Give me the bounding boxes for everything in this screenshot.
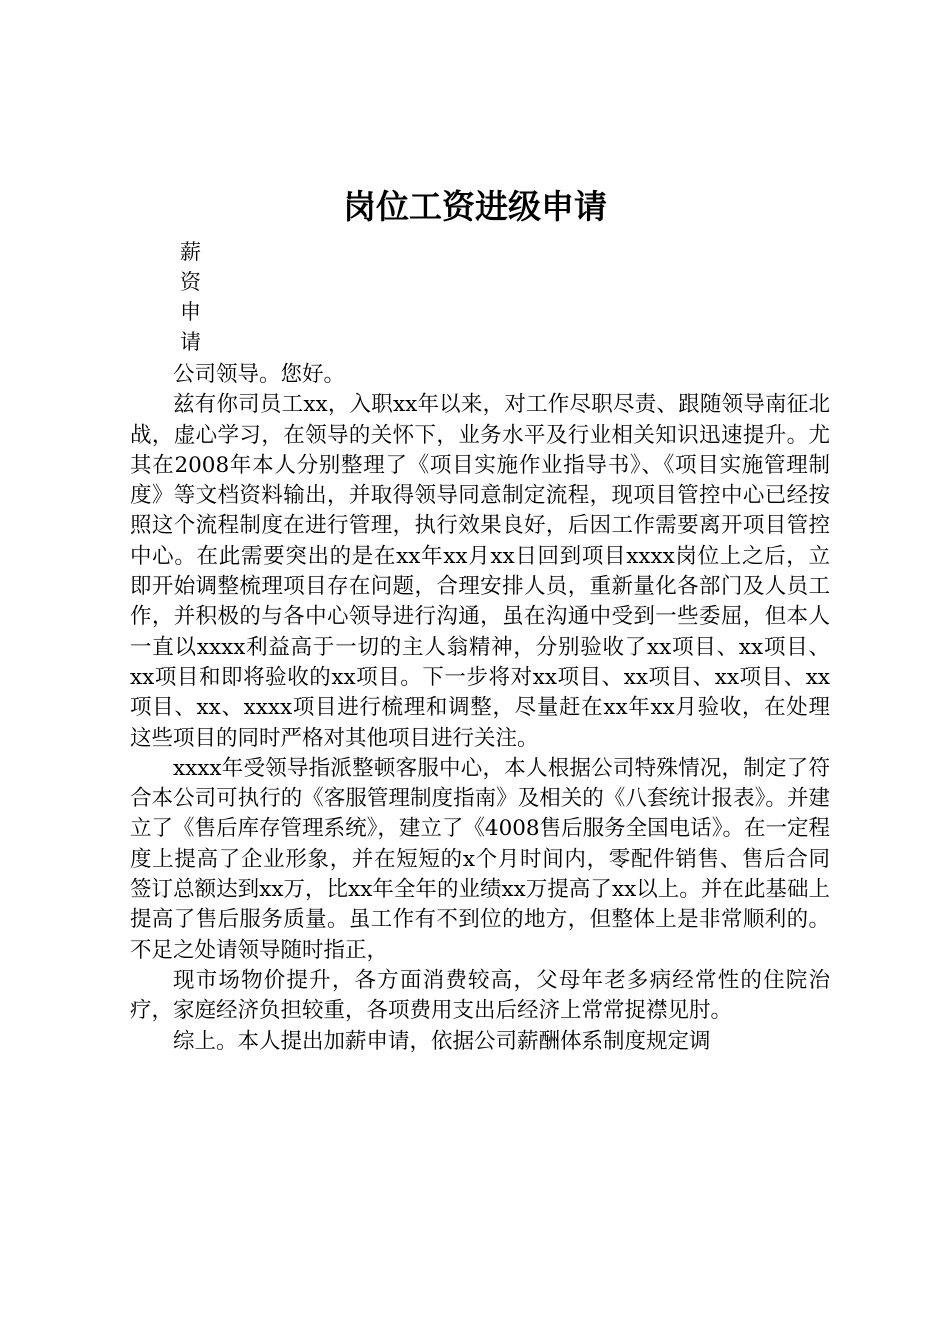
- subject-char: 资: [180, 270, 201, 294]
- body-paragraph: 兹有你司员工xx，入职xx年以来，对工作尽职尽责、跟随领导南征北战，虚心学习，在领导的关怀下，业务水平及行业相关知识迅速提升。尤其在2008年本人分别整理了《项目实施作业指导书》、《项目实施管理制度》等文档资料输出，并取得领导同意制定流程，现项目管控中心已经按照这个流程制度在进行管理，执行效果良好，后因工作需要离开项目管控中心。在此需要突出的是在xx年xx月xx日回到项目xxxx岗位上之后，立即开始调整梳理项目存在问题，合理安排人员，重新量化各部门及人员工作，并积极的与各中心领导进行沟通，虽在沟通中受到一些委屈，但本人一直以xxxx利益高于一切的主人翁精神，分别验收了xx项目、xx项目、xx项目和即将验收的xx项目。下一步将对xx项目、xx项目、xx项目、xx项目、xx、xxxx项目进行梳理和调整，尽量赶在xx年xx月验收，在处理这些项目的同时严格对其他项目进行关注。: [130, 392, 830, 751]
- document-body: [130, 360, 830, 1057]
- subject-char: 申: [180, 300, 201, 324]
- body-paragraph: 综上。本人提出加薪申请，依据公司薪酬体系制度规定调: [173, 1028, 711, 1054]
- body-paragraph: xxxx年受领导指派整顿客服中心，本人根据公司特殊情况，制定了符合本公司可执行的《客服管理制度指南》及相关的《八套统计报表》。并建立了《售后库存管理系统》，建立了《4008售后服务全国电话》。在一定程度上提高了企业形象，并在短短的x个月时间内，零配件销售、售后合同签订总额达到xx万，比xx年全年的业绩xx万提高了xx以上。并在此基础上提高了售后服务质量。虽工作有不到位的地方，但整体上是非常顺利的。不足之处请领导随时指正，: [130, 755, 830, 963]
- subject-char: 薪: [180, 240, 201, 264]
- document-title: 岗位工资进级申请: [343, 187, 607, 226]
- subject-char: 请: [180, 330, 201, 354]
- body-paragraph: 现市场物价提升，各方面消费较高，父母年老多病经常性的住院治疗，家庭经济负担较重，各项费用支出后经济上常常捉襟见肘。: [130, 967, 830, 1024]
- subject-vertical: [180, 237, 201, 357]
- salutation: 公司领导。您好。: [173, 362, 346, 387]
